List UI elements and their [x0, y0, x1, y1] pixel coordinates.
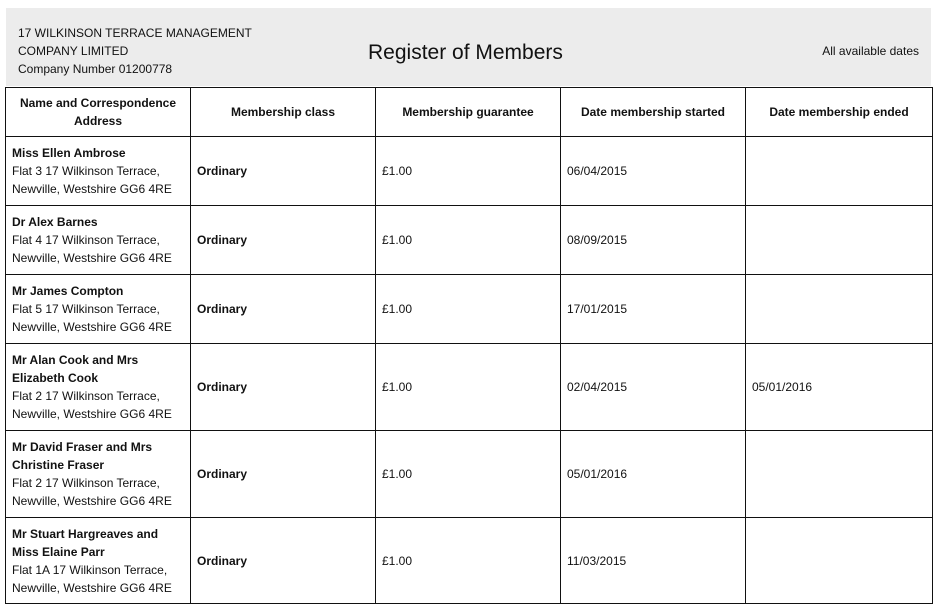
member-address-line2: Newville, Westshire GG6 4RE: [12, 494, 172, 508]
membership-guarantee: £1.00: [376, 206, 561, 275]
company-number: Company Number 01200778: [18, 62, 173, 76]
company-name-line2: COMPANY LIMITED: [18, 44, 129, 58]
member-cell: [6, 518, 191, 604]
membership-guarantee: £1.00: [376, 275, 561, 344]
column-header-started: Date membership started: [561, 88, 746, 137]
membership-class: Ordinary: [191, 275, 376, 344]
column-header-class: Membership class: [191, 88, 376, 137]
member-cell: [6, 275, 191, 344]
member-address-line2: Newville, Westshire GG6 4RE: [12, 320, 172, 334]
column-header-name: Name and Correspondence Address: [6, 88, 191, 137]
date-filter-label: All available dates: [822, 44, 919, 58]
column-header-ended: Date membership ended: [746, 88, 933, 137]
date-started: 02/04/2015: [561, 344, 746, 431]
table-row: [6, 275, 933, 344]
date-started: 08/09/2015: [561, 206, 746, 275]
member-name: Mr David Fraser and Mrs Christine Fraser: [12, 440, 153, 472]
date-started: 05/01/2016: [561, 431, 746, 518]
table-row: [6, 431, 933, 518]
page-title: Register of Members: [368, 41, 563, 64]
document-header: [6, 8, 931, 86]
member-address-line1: Flat 5 17 Wilkinson Terrace,: [12, 302, 160, 316]
member-cell: [6, 344, 191, 431]
membership-guarantee: £1.00: [376, 518, 561, 604]
date-ended: 05/01/2016: [746, 344, 933, 431]
table-row: [6, 518, 933, 604]
membership-class: Ordinary: [191, 518, 376, 604]
member-name: Mr Stuart Hargreaves and Miss Elaine Parr: [12, 526, 159, 559]
date-ended: [746, 431, 933, 518]
table-header-row: [6, 88, 933, 137]
date-ended: [746, 275, 933, 344]
table-row: [6, 137, 933, 206]
member-name: Mr Alan Cook and Mrs Elizabeth Cook: [12, 353, 139, 385]
member-address-line1: Flat 3 17 Wilkinson Terrace,: [12, 164, 160, 178]
table-row: [6, 344, 933, 431]
membership-guarantee: £1.00: [376, 137, 561, 206]
column-header-guarantee: Membership guarantee: [376, 88, 561, 137]
member-address-line2: Newville, Westshire GG6 4RE: [12, 251, 172, 265]
member-address-line1: Flat 2 17 Wilkinson Terrace,: [12, 476, 160, 490]
company-info: [18, 24, 252, 78]
member-name: Miss Ellen Ambrose: [12, 146, 126, 160]
member-address-line2: Newville, Westshire GG6 4RE: [12, 182, 172, 196]
membership-guarantee: £1.00: [376, 431, 561, 518]
membership-class: Ordinary: [191, 344, 376, 431]
date-ended: [746, 518, 933, 604]
member-name: Mr James Compton: [12, 284, 124, 298]
member-name: Dr Alex Barnes: [12, 215, 98, 229]
table-row: [6, 206, 933, 275]
member-address-line1: Flat 4 17 Wilkinson Terrace,: [12, 233, 160, 247]
date-started: 17/01/2015: [561, 275, 746, 344]
member-address-line1: Flat 1A 17 Wilkinson Terrace,: [12, 562, 168, 577]
date-started: 06/04/2015: [561, 137, 746, 206]
membership-guarantee: £1.00: [376, 344, 561, 431]
member-address-line1: Flat 2 17 Wilkinson Terrace,: [12, 389, 160, 403]
members-table: [5, 87, 933, 604]
membership-class: Ordinary: [191, 431, 376, 518]
membership-class: Ordinary: [191, 137, 376, 206]
date-started: 11/03/2015: [561, 518, 746, 604]
member-address-line2: Newville, Westshire GG6 4RE: [12, 580, 172, 595]
company-name-line1: 17 WILKINSON TERRACE MANAGEMENT: [18, 26, 252, 40]
member-cell: [6, 206, 191, 275]
member-cell: [6, 431, 191, 518]
member-address-line2: Newville, Westshire GG6 4RE: [12, 407, 172, 421]
member-cell: [6, 137, 191, 206]
membership-class: Ordinary: [191, 206, 376, 275]
date-ended: [746, 206, 933, 275]
date-ended: [746, 137, 933, 206]
